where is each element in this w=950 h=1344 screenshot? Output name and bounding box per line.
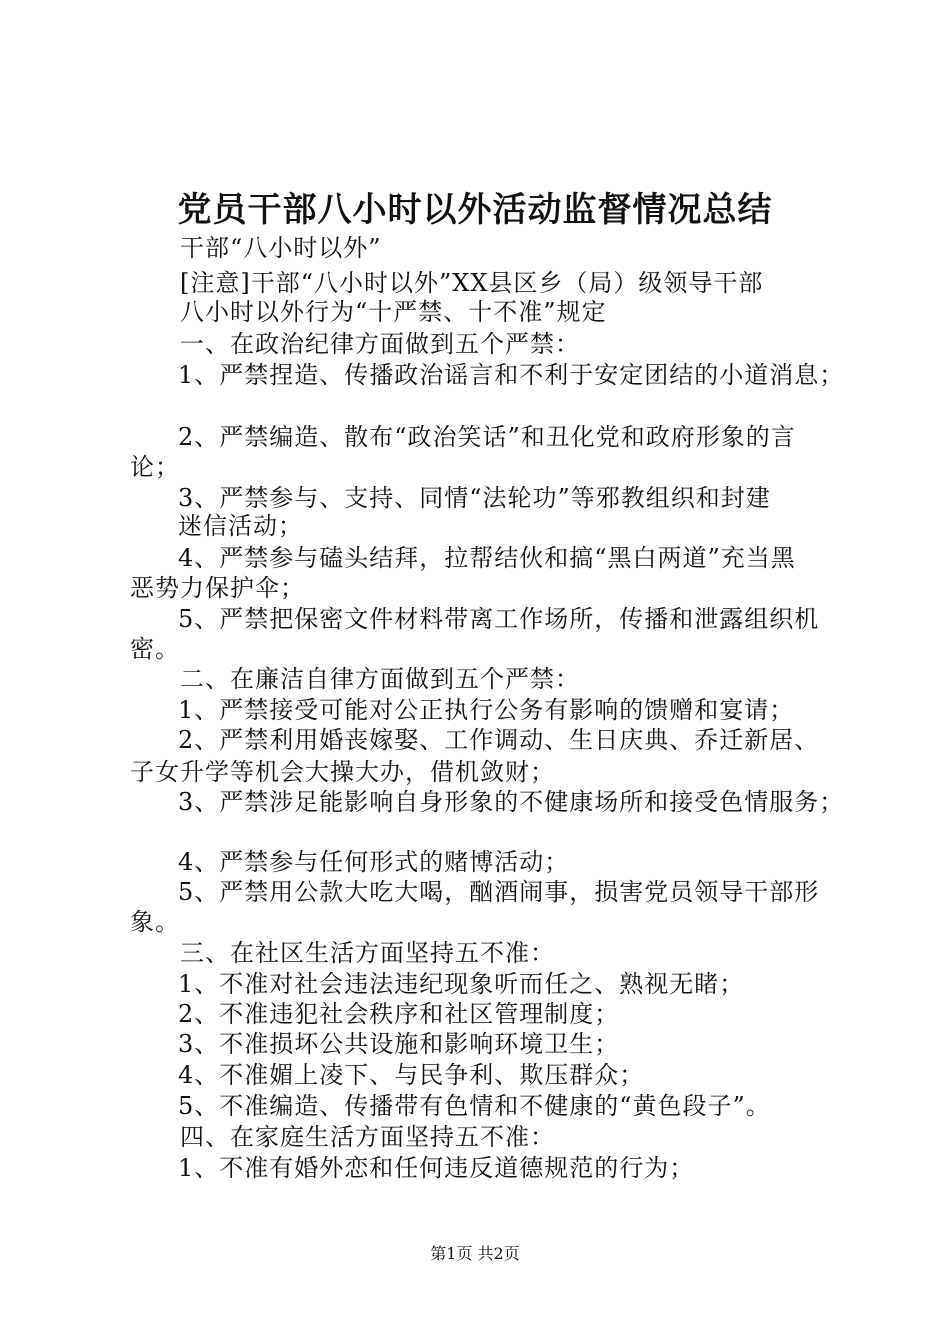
body-line: 3、严禁参与、支持、同情“法轮功”等邪教组织和封建 xyxy=(178,484,771,512)
section-heading: 二、在廉洁自律方面做到五个严禁： xyxy=(180,665,580,693)
body-line: 4、严禁参与任何形式的赌博活动； xyxy=(178,848,570,876)
section-heading: 四、在家庭生活方面坚持五不准： xyxy=(180,1123,555,1151)
section-heading: 一、在政治纪律方面做到五个严禁： xyxy=(180,330,580,358)
body-line: 4、不准媚上凌下、与民争利、欺压群众； xyxy=(178,1061,645,1089)
body-line: 2、严禁编造、散布“政治笑话”和丑化党和政府形象的言 xyxy=(178,423,796,451)
body-line: 5、不准编造、传播带有色情和不健康的“黄色段子”。 xyxy=(178,1092,771,1120)
body-line: 2、严禁利用婚丧嫁娶、工作调动、生日庆典、乔迁新居、 xyxy=(178,726,820,754)
section-heading: 三、在社区生活方面坚持五不准： xyxy=(180,939,555,967)
body-line: 5、严禁用公款大吃大喝，酗酒闹事，损害党员领导干部形 xyxy=(178,878,820,906)
body-line: 干部“八小时以外” xyxy=(180,234,382,262)
body-line: 八小时以外行为“十严禁、十不准”规定 xyxy=(180,298,607,326)
body-line: [注意]干部“八小时以外”XX县区乡（局）级领导干部 xyxy=(180,269,764,297)
body-line: 2、不准违犯社会秩序和社区管理制度； xyxy=(178,1000,620,1028)
body-line: 论； xyxy=(130,453,180,481)
body-line: 1、严禁捏造、传播政治谣言和不利于安定团结的小道消息； xyxy=(178,361,845,389)
body-line: 1、不准对社会违法违纪现象听而任之、熟视无睹； xyxy=(178,970,745,998)
body-line: 1、严禁接受可能对公正执行公务有影响的馈赠和宴请； xyxy=(178,696,795,724)
body-line: 5、严禁把保密文件材料带离工作场所，传播和泄露组织机 xyxy=(178,605,820,633)
body-line: 3、严禁涉足能影响自身形象的不健康场所和接受色情服务； xyxy=(178,788,845,816)
body-line: 密。 xyxy=(130,635,180,663)
page-number: 第1页 共2页 xyxy=(430,1244,520,1263)
body-line: 子女升学等机会大操大办，借机敛财； xyxy=(130,758,555,786)
body-line: 象。 xyxy=(130,908,180,936)
body-line: 4、严禁参与磕头结拜，拉帮结伙和搞“黑白两道”充当黑 xyxy=(178,544,796,572)
body-line: 3、不准损坏公共设施和影响环境卫生； xyxy=(178,1030,620,1058)
body-line: 1、不准有婚外恋和任何违反道德规范的行为； xyxy=(178,1154,695,1182)
document-title: 党员干部八小时以外活动监督情况总结 xyxy=(177,190,773,230)
body-line: 恶势力保护伞； xyxy=(130,574,305,602)
body-line: 迷信活动； xyxy=(178,512,303,540)
